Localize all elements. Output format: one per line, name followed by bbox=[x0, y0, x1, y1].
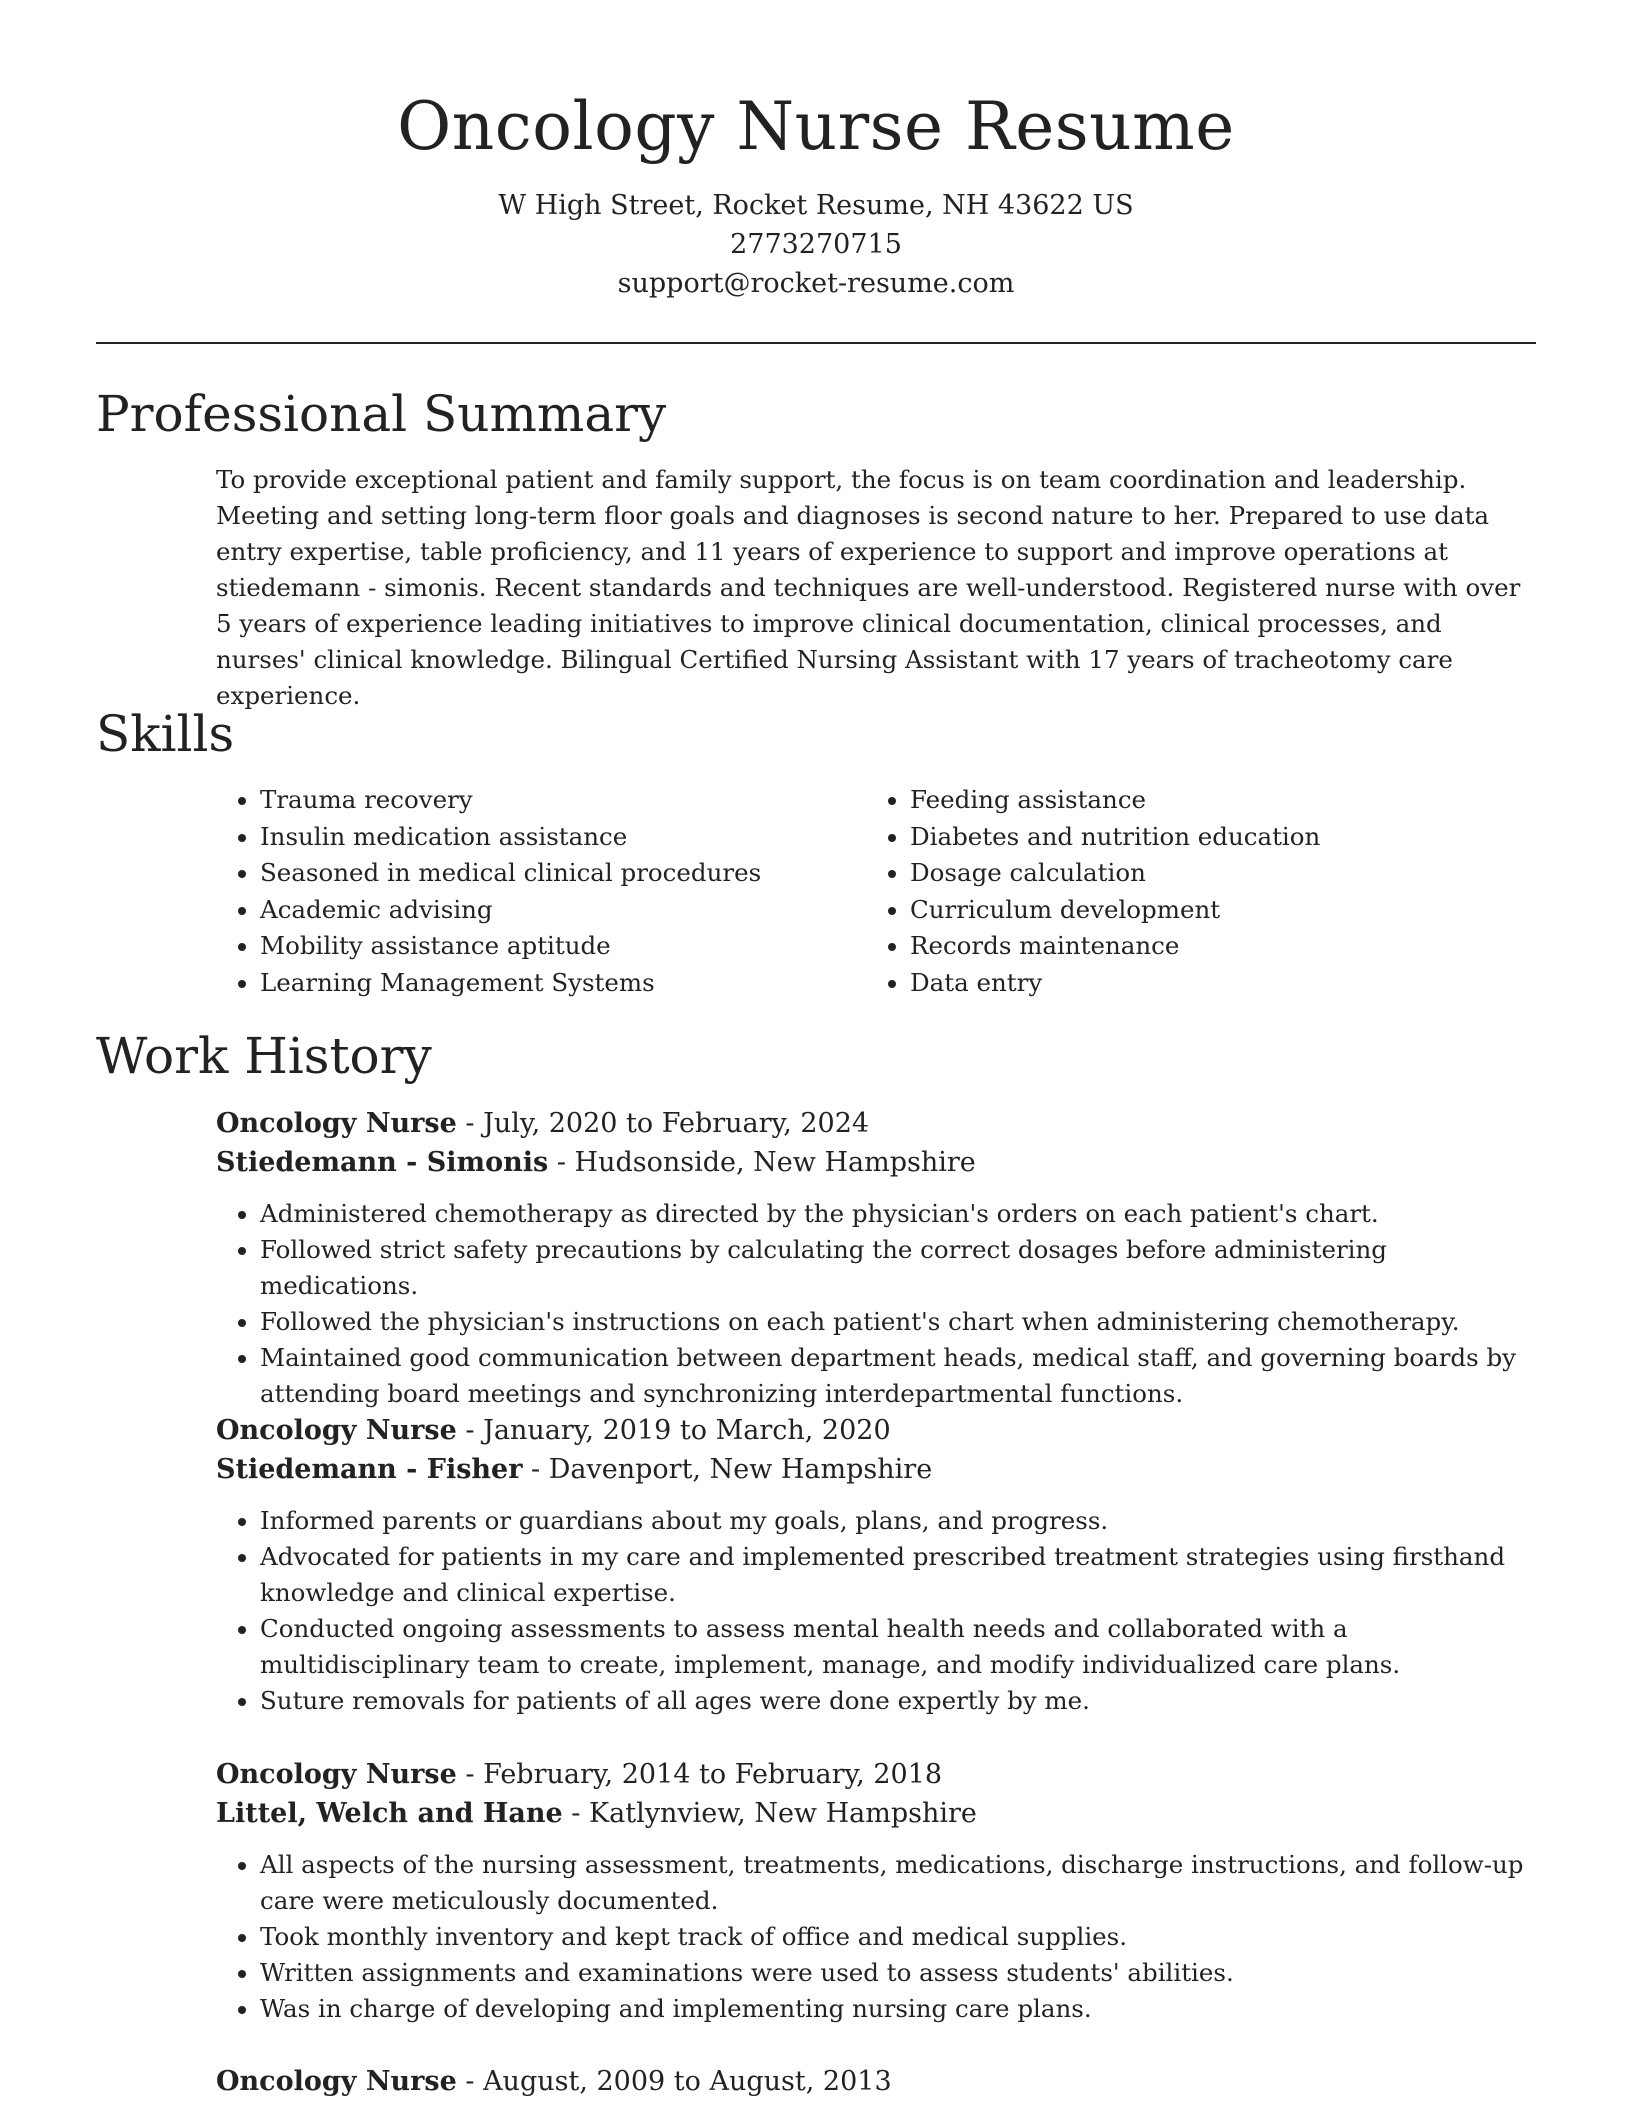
job-dates: January, 2019 to March, 2020 bbox=[483, 1415, 891, 1446]
job-bullets bbox=[216, 1196, 1536, 1412]
skill-item: • Curriculum development bbox=[910, 892, 1320, 929]
skills-list-left bbox=[216, 782, 761, 1001]
job-bullet: • Informed parents or guardians about my goals, plans, and progress. bbox=[260, 1503, 1536, 1539]
skill-item: • Academic advising bbox=[260, 892, 761, 929]
job-bullet: • Maintained good communication between department heads, medical staff, and governing boards by attending board meetings and synchronizing interdepartmental functions. bbox=[260, 1340, 1536, 1412]
job-title-line bbox=[216, 1104, 1536, 1143]
job-bullet: • Was in charge of developing and implementing nursing care plans. bbox=[260, 1991, 1536, 2027]
job-bullet: • Advocated for patients in my care and implemented prescribed treatment strategies using firsthand knowledge and clinical expertise. bbox=[260, 1539, 1536, 1611]
job-dates: February, 2014 to February, 2018 bbox=[483, 1759, 943, 1790]
skill-item: • Records maintenance bbox=[910, 928, 1320, 965]
job-bullet: • Followed the physician's instructions on each patient's chart when administering chemotherapy. bbox=[260, 1304, 1536, 1340]
header-divider bbox=[96, 342, 1536, 344]
job-entry bbox=[216, 1755, 1536, 2027]
contact-address: W High Street, Rocket Resume, NH 43622 US bbox=[498, 190, 1134, 221]
job-bullet: • Written assignments and examinations were used to assess students' abilities. bbox=[260, 1955, 1536, 1991]
job-bullets bbox=[216, 1847, 1536, 2027]
contact-email: support@rocket-resume.com bbox=[617, 268, 1015, 299]
job-bullet: • Took monthly inventory and kept track of office and medical supplies. bbox=[260, 1919, 1536, 1955]
job-company: Stiedemann - Fisher bbox=[216, 1454, 523, 1485]
job-location: Katlynview, New Hampshire bbox=[588, 1798, 977, 1829]
summary-heading: Professional Summary bbox=[96, 385, 667, 443]
job-separator: - bbox=[465, 1759, 484, 1790]
job-company: Stiedemann - Simonis bbox=[216, 1147, 549, 1178]
job-title-line bbox=[216, 2062, 1536, 2101]
job-title-line bbox=[216, 1755, 1536, 1794]
job-dates: July, 2020 to February, 2024 bbox=[483, 1108, 870, 1139]
skill-item: • Trauma recovery bbox=[260, 782, 761, 819]
job-bullet: • Conducted ongoing assessments to assess mental health needs and collaborated with a multidisciplinary team to create, implement, manage, and modify individualized care plans. bbox=[260, 1611, 1536, 1683]
skill-item: • Data entry bbox=[910, 965, 1320, 1002]
job-title: Oncology Nurse bbox=[216, 2066, 457, 2097]
skill-item: • Dosage calculation bbox=[910, 855, 1320, 892]
job-title: Oncology Nurse bbox=[216, 1759, 457, 1790]
job-separator: - bbox=[531, 1454, 549, 1485]
job-entry bbox=[216, 1104, 1536, 1412]
skill-item: • Learning Management Systems bbox=[260, 965, 761, 1002]
job-bullet: • All aspects of the nursing assessment, treatments, medications, discharge instructions, and follow-up care were meticulously documented. bbox=[260, 1847, 1536, 1919]
job-entry bbox=[216, 2062, 1536, 2101]
job-dates: August, 2009 to August, 2013 bbox=[483, 2066, 892, 2097]
job-bullet: • Followed strict safety precautions by calculating the correct dosages before administering medications. bbox=[260, 1232, 1536, 1304]
contact-block bbox=[0, 186, 1632, 303]
job-company-line bbox=[216, 1143, 1536, 1182]
job-entry bbox=[216, 1411, 1536, 1719]
skill-item: • Feeding assistance bbox=[910, 782, 1320, 819]
job-title-line bbox=[216, 1411, 1536, 1450]
skill-item: • Seasoned in medical clinical procedures bbox=[260, 855, 761, 892]
job-location: Davenport, New Hampshire bbox=[548, 1454, 933, 1485]
job-bullet: • Suture removals for patients of all ages were done expertly by me. bbox=[260, 1683, 1536, 1719]
job-bullets bbox=[216, 1503, 1536, 1719]
skills-list-right bbox=[866, 782, 1320, 1001]
job-separator: - bbox=[571, 1798, 589, 1829]
job-separator: - bbox=[465, 2066, 484, 2097]
job-separator: - bbox=[465, 1108, 484, 1139]
skill-item: • Diabetes and nutrition education bbox=[910, 819, 1320, 856]
job-company-line bbox=[216, 1794, 1536, 1833]
work-history-heading: Work History bbox=[96, 1027, 432, 1085]
job-company: Littel, Welch and Hane bbox=[216, 1798, 563, 1829]
resume-header bbox=[0, 0, 1632, 303]
summary-text: To provide exceptional patient and family support, the focus is on team coordination and leadership. Meeting and setting long-term floor goals and diagnoses is second nature to her. Prepared to use data entry expertise, table proficiency, and 11 years of experience to support and improve operations at stiedemann - simonis. Recent standards and techniques are well-understood. Registered nurse with over 5 years of experience leading initiatives to improve clinical documentation, clinical processes, and nurses' clinical knowledge. Bilingual Certified Nursing Assistant with 17 years of tracheotomy care experience. bbox=[216, 465, 1521, 710]
contact-phone: 2773270715 bbox=[730, 229, 902, 260]
job-separator: - bbox=[556, 1147, 575, 1178]
job-title: Oncology Nurse bbox=[216, 1108, 457, 1139]
resume-title: Oncology Nurse Resume bbox=[397, 88, 1235, 165]
job-separator: - bbox=[465, 1415, 484, 1446]
job-company-line bbox=[216, 1450, 1536, 1489]
job-bullet: • Administered chemotherapy as directed by the physician's orders on each patient's chart. bbox=[260, 1196, 1536, 1232]
skills-heading: Skills bbox=[96, 705, 235, 763]
job-location: Hudsonside, New Hampshire bbox=[574, 1147, 976, 1178]
skill-item: • Insulin medication assistance bbox=[260, 819, 761, 856]
job-title: Oncology Nurse bbox=[216, 1415, 457, 1446]
skill-item: • Mobility assistance aptitude bbox=[260, 928, 761, 965]
